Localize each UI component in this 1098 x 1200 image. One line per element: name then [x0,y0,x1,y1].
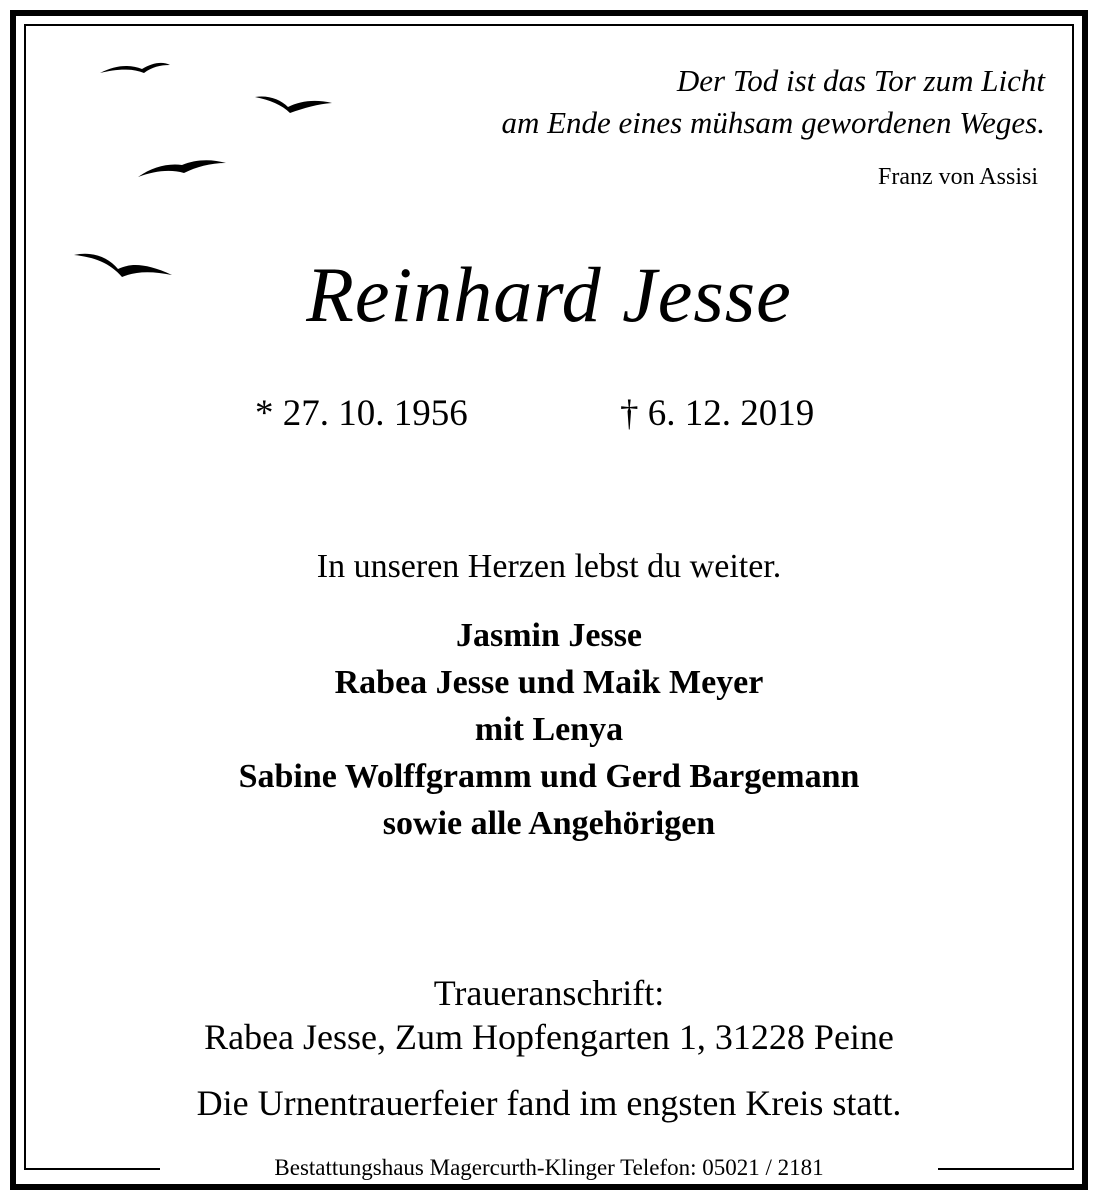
quote-author: Franz von Assisi [877,164,1038,190]
mourner-line: mit Lenya [474,711,624,748]
mourner-line: sowie alle Angehörigen [382,805,716,842]
funeral-home-footer: Bestattungshaus Magercurth-Klinger Telefon: 05021 / 2181 [274,1155,824,1180]
quote [330,60,1045,144]
birth-date: * 27. 10. 1956 [255,393,468,434]
quote-line-1: Der Tod ist das Tor zum Licht [676,63,1045,98]
address-value: Rabea Jesse, Zum Hopfengarten 1, 31228 Peine [204,1017,894,1057]
bird-3-icon [138,160,226,177]
motto: In unseren Herzen lebst du weiter. [316,548,782,585]
ceremony-note: Die Urnentrauerfeier fand im engsten Kreis statt. [196,1083,902,1123]
quote-line-2: am Ende eines mühsam gewordenen Weges. [501,105,1045,140]
death-date: † 6. 12. 2019 [620,393,815,434]
mourner-line: Jasmin Jesse [455,617,643,654]
mourner-line: Sabine Wolffgramm und Gerd Bargemann [238,758,860,795]
mourners-list [0,612,1098,847]
bird-2-icon [255,96,332,113]
mourner-line: Rabea Jesse und Maik Meyer [334,664,764,701]
address-label: Traueranschrift: [433,973,665,1013]
deceased-name: Reinhard Jesse [306,251,792,338]
bird-1-icon [100,63,170,73]
